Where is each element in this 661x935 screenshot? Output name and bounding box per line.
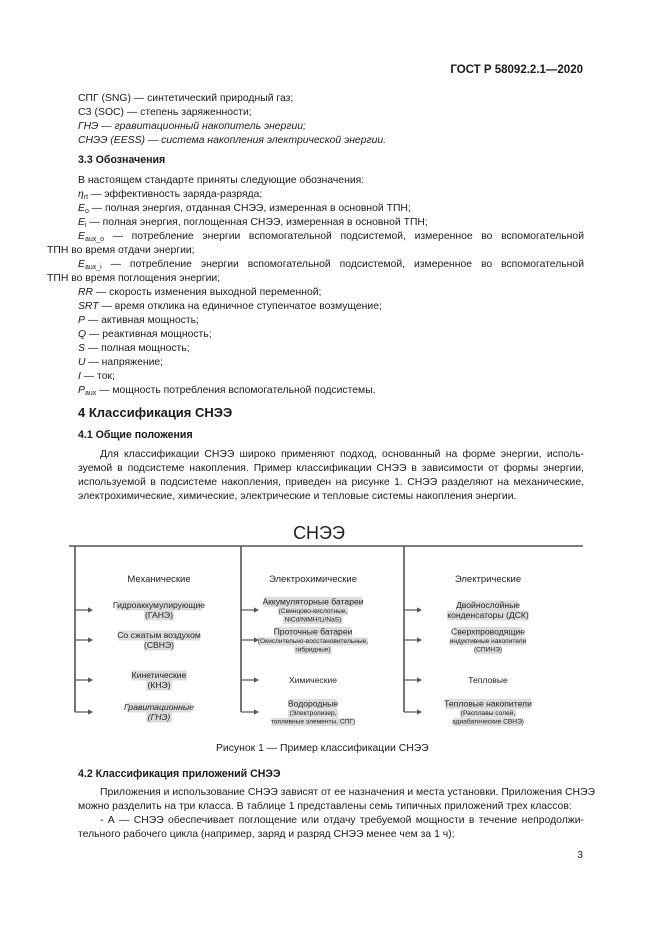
arrow-head — [88, 709, 93, 714]
symbol-description: — напряжение; — [85, 357, 164, 368]
symbol: I — [78, 371, 81, 382]
item-label: Химические — [288, 675, 338, 685]
term-line: СНЭЭ (EESS) — система накопления электрической энергии. — [78, 135, 387, 146]
symbol: SRT — [78, 301, 99, 312]
symbol-subscript: rt — [83, 194, 89, 201]
section-heading-4-1: 4.1 Общие положения — [78, 429, 193, 441]
item-label: Водородные — [287, 698, 339, 709]
figure-caption: Рисунок 1 — Пример классификации СНЭЭ — [216, 743, 429, 754]
symbol-description: — эффективность заряда-разряда; — [88, 189, 263, 200]
item-label: (ГАНЭ) — [145, 610, 173, 620]
symbol: U — [78, 357, 86, 368]
symbol-description: — ток; — [80, 371, 115, 382]
arrow-head — [417, 637, 422, 642]
item-label: (Свинцово-кислотные, — [278, 608, 348, 615]
paragraph-line: можно разделить на три класса. В таблице 1 представлены семь типичных приложений трех классов: — [78, 801, 572, 812]
symbol-description: — полная энергия, отданная СНЭЭ, измеренная в основной ТПН; — [88, 203, 411, 214]
arrow-head — [254, 677, 259, 682]
paragraph-line: Приложения и использование СНЭЭ зависят от ее назначения и места установки. Приложения СНЭЭ — [100, 787, 595, 798]
symbol-description: — потребление энергии вспомогательной подсистемой, измеренное во вспомогательной — [104, 231, 584, 242]
item-label: (Расплавы солей, — [460, 710, 516, 717]
item-label: Сверхпроводящие — [450, 626, 526, 637]
arrow-head — [88, 637, 93, 642]
symbol-description: — мощность потребления вспомогательной подсистемы. — [96, 385, 376, 396]
symbol-description: — потребление энергии вспомогательной подсистемой, измеренное во вспомогательной — [101, 259, 584, 270]
column-heading: Механические — [127, 574, 191, 585]
page-number: 3 — [577, 850, 583, 861]
item-label: (СВНЭ) — [143, 640, 175, 650]
symbol-subscript: o — [84, 208, 89, 215]
arrow-head — [254, 709, 259, 714]
item-label: адиабатические СВНЭ) — [451, 718, 525, 726]
symbol: η — [78, 189, 84, 200]
item-label: Тепловые накопители — [444, 698, 532, 709]
symbol-description-cont: ТПН во время отдачи энергии; — [47, 245, 195, 256]
symbol-description: — полная мощность; — [84, 343, 190, 354]
paragraph-line: электрохимические, химические, электрические и тепловые системы накопления энергии. — [78, 491, 517, 502]
symbol-description: — активная мощность; — [84, 315, 199, 326]
standard-header: ГОСТ Р 58092.2.1—2020 — [450, 64, 583, 76]
term-line: СЗ (SOC) — степень заряженности; — [78, 107, 252, 118]
symbol: Q — [78, 329, 87, 340]
term-line: СПГ (SNG) — синтетический природный газ; — [78, 93, 294, 104]
item-label: индуктивные накопители — [449, 638, 527, 645]
arrow-head — [88, 607, 93, 612]
symbol-description: — реактивная мощность; — [86, 329, 212, 340]
paragraph-line: - А — СНЭЭ обеспечивает поглощение или отдачу требуемой мощности в течение непродолжи- — [100, 815, 584, 826]
symbol: E — [78, 231, 85, 242]
item-label: Гидроаккумулирующие — [112, 600, 206, 610]
item-label: Проточные батареи — [273, 626, 353, 637]
symbol-subscript: aux — [84, 390, 97, 397]
figure-title: СНЭЭ — [293, 523, 345, 543]
symbol-description: — время отклика на единичное ступенчатое возмущение; — [98, 301, 382, 312]
item-label: (Электролизер, — [289, 710, 337, 717]
item-label: (СПИНЭ) — [473, 646, 503, 654]
paragraph-line: используемой в подсистеме накопления, приведен на рисунке 1. СНЭЭ разделяют на механические, — [78, 477, 584, 488]
paragraph-line: тельного рабочего цикла (например, заряд и разряд СНЭЭ менее чем за 1 ч); — [78, 829, 455, 840]
arrow-head — [254, 607, 259, 612]
arrow-head — [417, 677, 422, 682]
item-label: Двойнослойные — [455, 600, 521, 610]
section-heading-4-2: 4.2 Классификация приложений СНЭЭ — [78, 768, 281, 780]
arrow-head — [417, 607, 422, 612]
item-label: NiCd/NiMH/Li/NaS) — [284, 616, 342, 624]
item-label: Тепловые — [468, 675, 508, 685]
column-heading: Электрохимические — [268, 574, 358, 585]
arrow-head — [417, 709, 422, 714]
column-heading: Электрические — [454, 574, 522, 585]
term-line: ГНЭ — гравитационный накопитель энергии; — [78, 121, 306, 132]
symbol: RR — [78, 287, 94, 298]
symbol-description: — скорость изменения выходной переменной; — [93, 287, 322, 298]
item-label: Гравитационные — [124, 702, 194, 712]
section-heading-4: 4 Классификация СНЭЭ — [78, 405, 233, 420]
symbol: E — [78, 203, 85, 214]
symbol: P — [78, 315, 85, 326]
item-label: (ГНЭ) — [147, 712, 171, 722]
section-heading-3-3: 3.3 Обозначения — [78, 154, 166, 166]
symbol: S — [78, 343, 85, 354]
paragraph-line: В настоящем стандарте приняты следующие обозначения: — [78, 175, 365, 186]
symbol-description-cont: ТПН во время поглощения энергии; — [47, 273, 221, 284]
item-label: Аккумуляторные батареи — [262, 596, 364, 607]
arrow-head — [88, 677, 93, 682]
symbol: E — [78, 259, 85, 270]
symbol: E — [78, 217, 85, 228]
item-label: топливные элементы, СПГ) — [270, 718, 356, 726]
paragraph-line: Для классификации СНЭЭ широко применяют подход, основанный на форме энергии, исполь- — [100, 449, 584, 460]
item-label: Кинетические — [131, 670, 187, 680]
symbol-description: — полная энергия, поглощенная СНЭЭ, измеренная в основной ТПН; — [86, 217, 428, 228]
item-label: конденсаторы (ДСК) — [447, 610, 529, 620]
symbol-subscript: aux_o — [84, 236, 105, 243]
item-label: гибридные) — [295, 646, 331, 654]
item-label: (КНЭ) — [147, 680, 171, 690]
item-label: (Окислительно-восстановительные, — [257, 638, 369, 645]
symbol: P — [78, 385, 85, 396]
item-label: Со сжатым воздухом — [117, 630, 201, 640]
symbol-subscript: i — [84, 222, 87, 229]
symbol-subscript: aux_i — [84, 264, 102, 271]
paragraph-line: зуемой в подсистеме накопления. Пример классификации СНЭЭ в зависимости от формы энергии, — [78, 463, 584, 474]
